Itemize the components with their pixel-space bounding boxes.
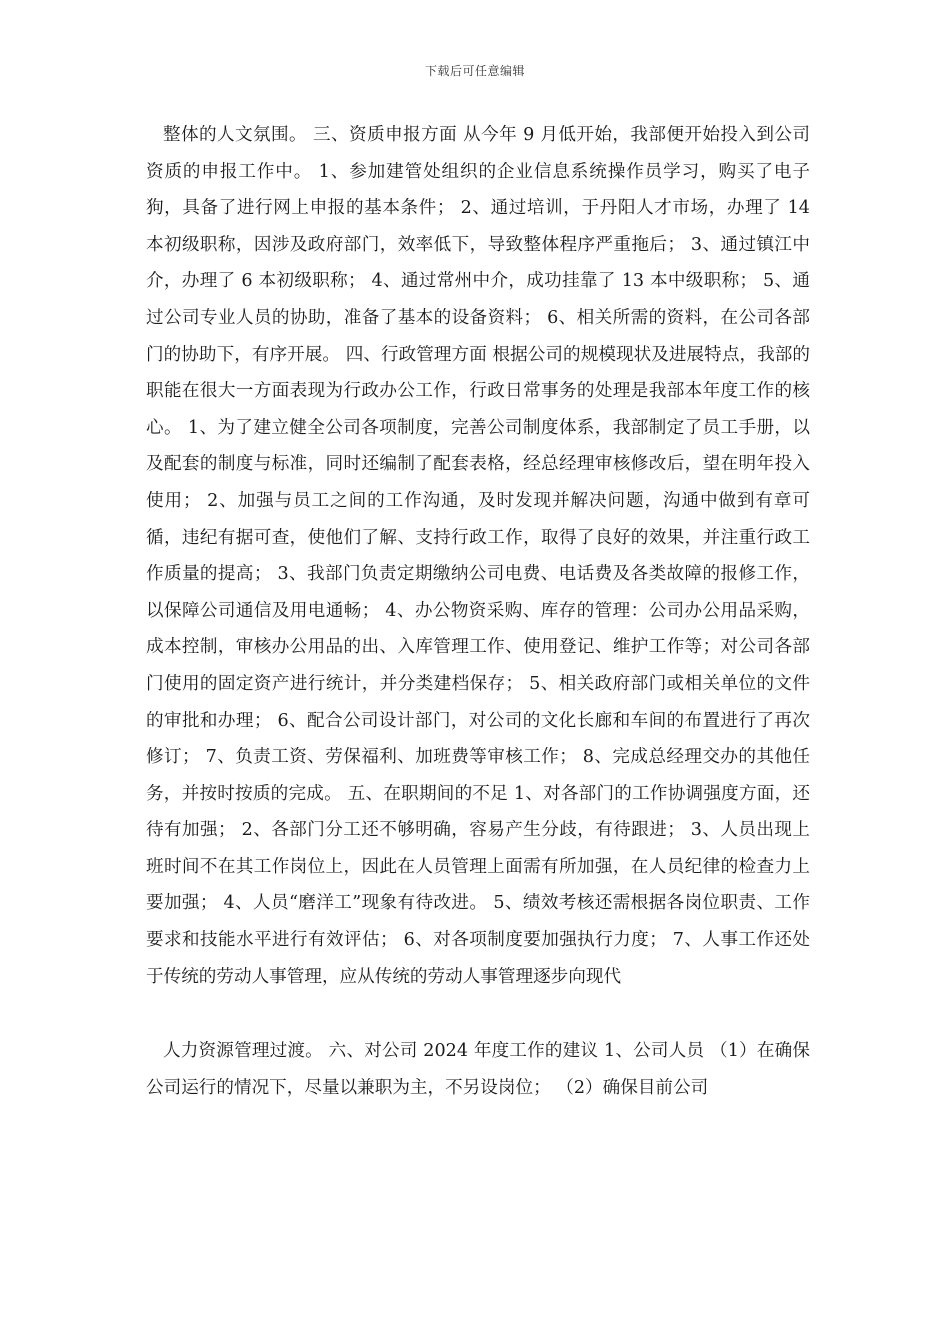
page-header-note: 下载后可任意编辑	[424, 64, 525, 78]
body-paragraph-1: 整体的人文氛围。 三、资质申报方面 从今年 9 月低开始，我部便开始投入到公司资质的申报工作中。 1、参加建管处组织的企业信息系统操作员学习，购买了电子狗，具备了进行网上申报的基本条件； 2、通过培训，于丹阳人才市场，办理了 14 本初级职称，因涉及政府部门，效率低下，导致整体程序严重拖后； 3、通过镇江中介，办理了 6 本初级职称； 4、通过常州中介，成功挂靠了 13 本中级职称； 5、通过公司专业人员的协助，准备了基本的设备资料； 6、相关所需的资料，在公司各部门的协助下，有序开展。 四、行政管理方面 根据公司的规模现状及进展特点，我部的职能在很大一方面表现为行政办公工作，行政日常事务的处理是我部本年度工作的核心。 1、为了建立健全公司各项制度，完善公司制度体系，我部制定了员工手册，以及配套的制度与标准，同时还编制了配套表格，经总经理审核修改后，望在明年投入使用； 2、加强与员工之间的工作沟通，及时发现并解决问题，沟通中做到有章可循，违纪有据可查，使他们了解、支持行政工作，取得了良好的效果，并注重行政工作质量的提高； 3、我部门负责定期缴纳公司电费、电话费及各类故障的报修工作，以保障公司通信及用电通畅； 4、办公物资采购、库存的管理：公司办公用品采购，成本控制，审核办公用品的出、入库管理工作、使用登记、维护工作等；对公司各部门使用的固定资产进行统计，并分类建档保存； 5、相关政府部门或相关单位的文件的审批和办理； 6、配合公司设计部门，对公司的文化长廊和车间的布置进行了再次修订； 7、负责工资、劳保福利、加班费等审核工作； 8、完成总经理交办的其他任务，并按时按质的完成。 五、在职期间的不足 1、对各部门的工作协调强度方面，还待有加强； 2、各部门分工还不够明确，容易产生分歧，有待跟进； 3、人员出现上班时间不在其工作岗位上，因此在人员管理上面需有所加强，在人员纪律的检查力上要加强； 4、人员“磨洋工”现象有待改进。 5、绩效考核还需根据各岗位职责、工作要求和技能水平进行有效评估； 6、对各项制度要加强执行力度； 7、人事工作还处于传统的劳动人事管理，应从传统的劳动人事管理逐步向现代	[146, 125, 810, 987]
body-paragraph-2: 人力资源管理过渡。 六、对公司 2024 年度工作的建议 1、公司人员 （1）在确保公司运行的情况下，尽量以兼职为主，不另设岗位； （2）确保目前公司	[146, 1041, 810, 1098]
document-body	[146, 117, 810, 1106]
